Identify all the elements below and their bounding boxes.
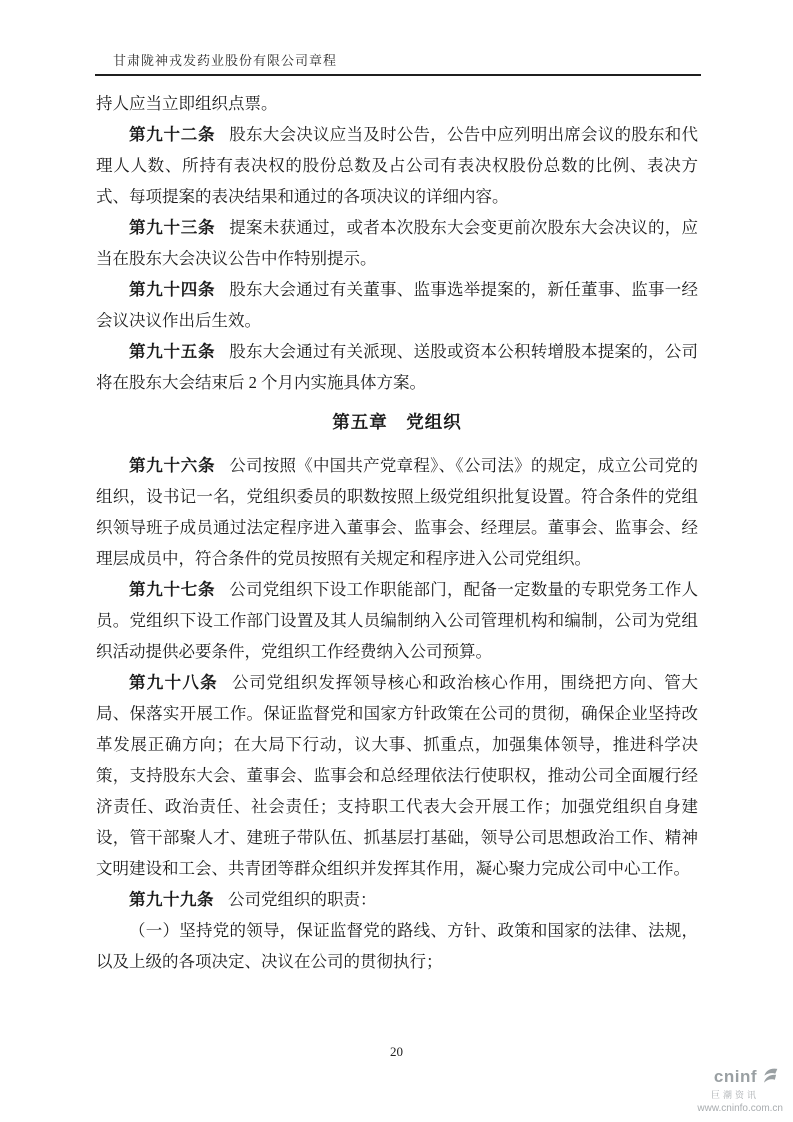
article-93-text: 提案未获通过，或者本次股东大会变更前次股东大会决议的，应当在股东大会决议公告中作特别提示。 [96, 218, 699, 268]
document-body [96, 88, 698, 977]
cninfo-logo [673, 1066, 785, 1114]
article-95-label: 第九十五条 [129, 342, 216, 361]
cninfo-brand-text: cninf [713, 1067, 757, 1087]
article-92-label: 第九十二条 [129, 125, 216, 144]
paragraph-text: 持人应当立即组织点票。 [96, 94, 278, 113]
list-item-1-text: （一）坚持党的领导，保证监督党的路线、方针、政策和国家的法律、法规，以及上级的各项决定、决议在公司的贯彻执行； [96, 921, 698, 971]
paragraph-continuation [96, 88, 698, 119]
article-98-label: 第九十八条 [129, 673, 218, 692]
article-96-text: 公司按照《中国共产党章程》、《公司法》的规定，成立公司党的组织，设书记一名，党组织委员的职数按照上级党组织批复设置。符合条件的党组织领导班子成员通过法定程序进入董事会、监事会、经理层。董事会、监事会、经理层成员中，符合条件的党员按照有关规定和程序进入公司党组织。 [96, 456, 699, 568]
chapter-heading: 第五章 党组织 [332, 412, 462, 432]
article-97-label: 第九十七条 [129, 580, 216, 599]
article-94 [96, 274, 698, 336]
article-94-text: 股东大会通过有关董事、监事选举提案的，新任董事、监事一经会议决议作出后生效。 [96, 280, 699, 330]
article-95-text: 股东大会通过有关派现、送股或资本公积转增股本提案的，公司将在股东大会结束后 2 个月内实施具体方案。 [96, 342, 699, 392]
article-99 [96, 884, 698, 915]
cninfo-brand-row [673, 1066, 785, 1091]
article-95 [96, 336, 698, 398]
article-93-label: 第九十三条 [129, 218, 216, 237]
article-94-label: 第九十四条 [129, 280, 216, 299]
article-93 [96, 212, 698, 274]
cninfo-url: www.cninfo.com.cn [697, 1103, 783, 1114]
article-92-text: 股东大会决议应当及时公告，公告中应列明出席会议的股东和代理人人数、所持有表决权的股份总数及占公司有表决权股份总数的比例、表决方式、每项提案的表决结果和通过的各项决议的详细内容。 [96, 125, 699, 206]
article-92 [96, 119, 698, 212]
footer-page-number: 20 [390, 1044, 403, 1059]
article-96-label: 第九十六条 [129, 456, 216, 475]
article-98 [96, 667, 698, 884]
article-98-text: 公司党组织发挥领导核心和政治核心作用，围绕把方向、管大局、保落实开展工作。保证监督党和国家方针政策在公司的贯彻，确保企业坚持改革发展正确方向；在大局下行动，议大事、抓重点，加强集体领导，推进科学决策，支持股东大会、董事会、监事会和总经理依法行使职权，推动公司全面履行经济责任、政治责任、社会责任；支持职工代表大会开展工作；加强党组织自身建设，管干部聚人才、建班子带队伍、抓基层打基础，领导公司思想政治工作、精神文明建设和工会、共青团等群众组织并发挥其作用，凝心聚力完成公司中心工作。 [96, 673, 699, 878]
cninfo-name-cn: 巨潮资讯 [710, 1090, 759, 1101]
article-96 [96, 450, 698, 574]
article-99-text: 公司党组织的职责： [228, 890, 377, 909]
article-97-text: 公司党组织下设工作职能部门，配备一定数量的专职党务工作人员。党组织下设工作部门设置及其人员编制纳入公司管理机构和编制，公司为党组织活动提供必要条件，党组织工作经费纳入公司预算。 [96, 580, 699, 661]
list-item-1 [96, 915, 698, 977]
page-header [95, 50, 701, 76]
article-97 [96, 574, 698, 667]
header-rule [95, 74, 701, 76]
article-99-label: 第九十九条 [129, 890, 214, 909]
header-title: 甘肃陇神戎发药业股份有限公司章程 [113, 53, 338, 68]
cninfo-swirl-icon [759, 1066, 779, 1091]
